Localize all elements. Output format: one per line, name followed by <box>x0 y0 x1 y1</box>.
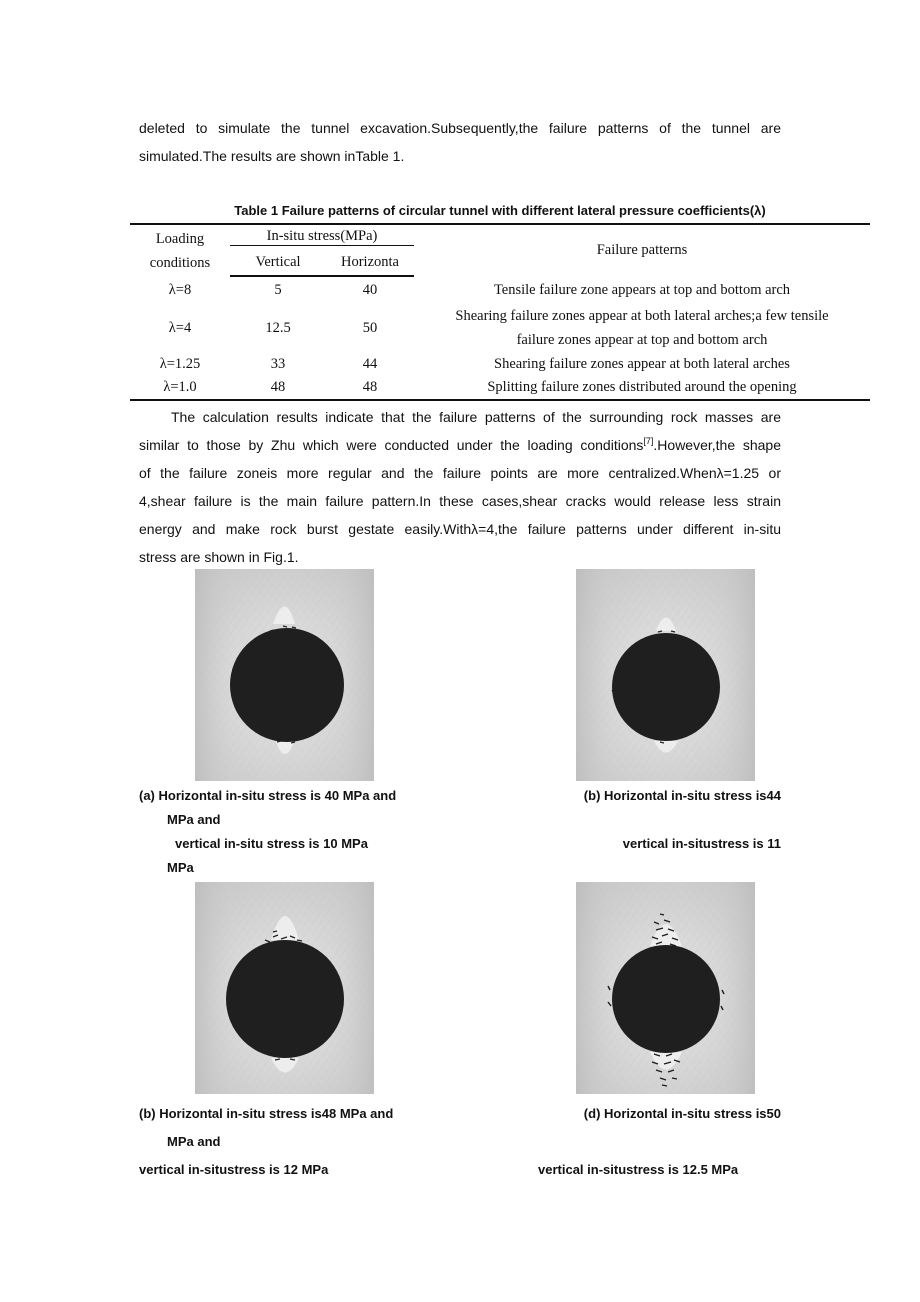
cell-pattern-line1: Shearing failure zones appear at both lateral arches;a few tensile <box>455 308 829 324</box>
intro-line: simulated.The results are shown inTable 1. <box>139 148 405 164</box>
intro-paragraph <box>139 114 781 170</box>
body-line: energy and make rock burst gestate easily.Withλ=4,the failure patterns under different in-situ <box>139 521 781 537</box>
body-line: The calculation results indicate that the failure patterns of the surrounding rock masses are <box>171 409 781 425</box>
simulation-image-c <box>195 882 374 1094</box>
header-insitu-stress <box>230 224 414 250</box>
cell-horizontal: 40 <box>362 282 378 298</box>
header-horizontal: Horizonta <box>326 250 414 276</box>
body-line: stress are shown in Fig.1. <box>139 549 299 565</box>
figure-caption-d-line1: (d) Horizontal in-situ stress is50 <box>583 1106 781 1121</box>
cell-pattern <box>414 304 870 352</box>
cell-condition: λ=1.0 <box>130 376 230 400</box>
body-line: of the failure zoneis more regular and the failure points are more centralized.Whenλ=1.25 or <box>139 465 781 481</box>
table-row <box>130 352 870 376</box>
body-paragraph <box>139 403 781 571</box>
simulation-image-d <box>576 882 755 1094</box>
figure-caption-b-line3: vertical in-situstress is 11 <box>622 836 781 851</box>
body-line <box>139 431 781 459</box>
cell-condition: λ=1.25 <box>159 355 201 372</box>
header-vertical: Vertical <box>230 250 326 276</box>
header-loading-conditions <box>130 224 230 276</box>
simulation-image-a <box>195 569 374 781</box>
header-loading-line1: Loading <box>155 230 205 247</box>
cell-pattern-line2: failure zones appear at top and bottom arch <box>516 332 768 348</box>
table-row <box>130 276 870 304</box>
figure-caption-c-line3: vertical in-situstress is 12 MPa <box>139 1162 329 1177</box>
intro-line: deleted to simulate the tunnel excavation.Subsequently,the failure patterns of the tunnel are <box>139 120 781 136</box>
cell-condition: λ=8 <box>168 281 192 298</box>
table-row <box>130 304 870 352</box>
figure-caption-a-line1: (a) Horizontal in-situ stress is 40 MPa and <box>139 788 397 803</box>
figure-caption-a-line4: MPa <box>167 860 194 875</box>
body-line: 4,shear failure is the main failure pattern.In these cases,shear cracks would release less strain <box>139 493 781 509</box>
cell-horizontal: 48 <box>326 376 414 400</box>
body-line-text: similar to those by Zhu which were conducted under the loading conditions <box>139 437 644 453</box>
cell-horizontal: 44 <box>362 355 378 372</box>
cell-pattern: Shearing failure zones appear at both lateral arches <box>494 355 790 372</box>
table-caption: Table 1 Failure patterns of circular tunnel with different lateral pressure coefficients(λ) <box>234 203 766 218</box>
cell-pattern: Splitting failure zones distributed around the opening <box>414 376 870 400</box>
citation-ref: [7] <box>643 436 654 446</box>
figure-caption-a-line3: vertical in-situ stress is 10 MPa <box>175 836 368 851</box>
simulation-image-b <box>576 569 755 781</box>
cell-vertical: 5 <box>274 282 282 298</box>
cell-vertical: 33 <box>270 355 286 372</box>
figure-caption-b-line1: (b) Horizontal in-situ stress is44 <box>583 788 781 803</box>
figure-caption-a-line2: MPa and <box>167 812 221 827</box>
cell-horizontal: 50 <box>362 319 378 336</box>
cell-vertical: 12.5 <box>265 319 291 336</box>
cell-condition: λ=4 <box>168 319 192 336</box>
header-insitu-label: In-situ stress(MPa) <box>230 228 414 246</box>
figure-caption-c-line1: (b) Horizontal in-situ stress is48 MPa and <box>139 1106 394 1121</box>
table-row <box>130 376 870 400</box>
body-line-text: .However,the shape <box>653 437 781 453</box>
cell-vertical: 48 <box>230 376 326 400</box>
figure-caption-c-line2: MPa and <box>167 1134 221 1149</box>
header-failure-patterns: Failure patterns <box>414 224 870 276</box>
figure-caption-d-line3: vertical in-situstress is 12.5 MPa <box>538 1162 739 1177</box>
cell-pattern: Tensile failure zone appears at top and bottom arch <box>493 281 791 298</box>
header-loading-line2: conditions <box>149 254 211 271</box>
failure-patterns-table <box>130 223 870 401</box>
